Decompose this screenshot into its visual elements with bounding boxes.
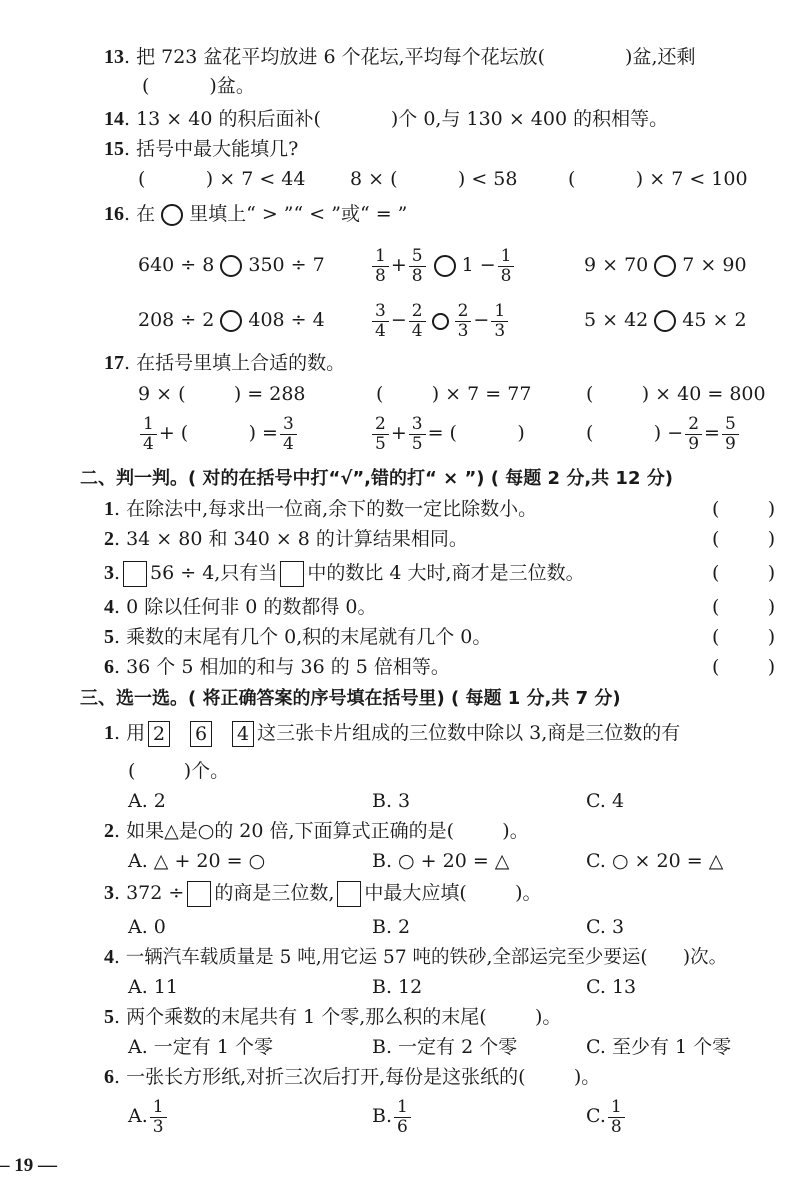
option-b[interactable]: B. ○ + 20 = △ bbox=[372, 850, 510, 872]
s3-q5 bbox=[104, 1004, 561, 1030]
option-b[interactable]: B. 2 bbox=[372, 916, 411, 938]
fraction: $\frac{2}{5}$ bbox=[372, 415, 389, 454]
answer-circle[interactable] bbox=[220, 310, 242, 332]
fraction: $\frac{1}{8}$ bbox=[372, 247, 389, 286]
item-text-2: 56 ÷ 4,只有当 bbox=[150, 562, 278, 584]
item-text: . 372 ÷ bbox=[114, 882, 185, 904]
expr: + ( ) = bbox=[158, 422, 278, 444]
item-text: . 36 个 5 相加的和与 36 的 5 倍相等。 bbox=[114, 656, 450, 678]
equals: = bbox=[704, 422, 720, 444]
question-text-2: )盆,还剩 bbox=[625, 46, 696, 68]
item-number: 2 bbox=[104, 820, 114, 842]
q16-row-1b bbox=[370, 246, 516, 286]
expr: 350 ÷ 7 bbox=[248, 254, 325, 276]
q15-item-1: ( ) × 7 < 44 bbox=[138, 168, 306, 190]
q16-row-1c bbox=[584, 252, 747, 278]
blank-box[interactable] bbox=[187, 881, 211, 907]
s3-q3 bbox=[104, 880, 542, 907]
s2-item-6 bbox=[104, 654, 450, 680]
option-c[interactable] bbox=[586, 1096, 627, 1137]
option-letter: B. bbox=[372, 1105, 393, 1127]
blank-box bbox=[337, 881, 361, 907]
blank-box bbox=[280, 561, 304, 587]
expr: 640 ÷ 8 bbox=[138, 254, 215, 276]
item-text-3: 中最大应填( )。 bbox=[364, 882, 542, 904]
fraction: $\frac{3}{4}$ bbox=[280, 415, 297, 454]
item-number: 2 bbox=[104, 528, 114, 550]
circle-icon bbox=[161, 204, 183, 226]
item-number: 1 bbox=[104, 722, 114, 744]
number-card: 4 bbox=[232, 721, 254, 747]
fraction: $\frac{2}{4}$ bbox=[409, 302, 426, 341]
item-number: 5 bbox=[104, 1006, 114, 1028]
open-paren: ( bbox=[142, 75, 150, 97]
question-17 bbox=[104, 350, 345, 376]
item-text: . 34 × 80 和 340 × 8 的计算结果相同。 bbox=[114, 528, 468, 550]
answer-paren[interactable]: ( ) bbox=[712, 562, 776, 584]
answer-circle[interactable] bbox=[220, 255, 242, 277]
item-number: 5 bbox=[104, 626, 114, 648]
item-number: 3 bbox=[104, 882, 114, 904]
option-c[interactable]: C. 4 bbox=[586, 790, 625, 812]
s2-item-1 bbox=[104, 496, 537, 522]
item-text: . 两个乘数的末尾共有 1 个零,那么积的末尾( )。 bbox=[114, 1006, 562, 1028]
q16-row-1a bbox=[138, 252, 325, 278]
answer-paren[interactable]: ( ) bbox=[712, 498, 776, 520]
number-card: 2 bbox=[148, 721, 170, 747]
question-text: . 在括号里填上合适的数。 bbox=[124, 352, 346, 374]
answer-paren[interactable]: ( ) bbox=[712, 528, 776, 550]
option-a[interactable]: A. 0 bbox=[128, 916, 166, 938]
expr: 7 × 90 bbox=[682, 254, 747, 276]
q16-row-2c bbox=[584, 307, 747, 333]
expr: 208 ÷ 2 bbox=[138, 309, 215, 331]
item-text-3: 中的数比 4 大时,商才是三位数。 bbox=[307, 562, 585, 584]
q17-r2-a bbox=[138, 414, 299, 454]
option-b[interactable]: B. 3 bbox=[372, 790, 411, 812]
question-text: . 在 bbox=[124, 203, 156, 225]
option-c[interactable]: C. 至少有 1 个零 bbox=[586, 1036, 732, 1058]
section-3-title: 三、选一选。( 将正确答案的序号填在括号里) ( 每题 1 分,共 7 分) bbox=[80, 688, 621, 709]
option-b[interactable] bbox=[372, 1096, 413, 1137]
answer-circle[interactable] bbox=[432, 313, 449, 330]
question-text: . 括号中最大能填几? bbox=[124, 138, 299, 160]
fraction: $\frac{1}{4}$ bbox=[140, 415, 157, 454]
fraction: $\frac{5}{9}$ bbox=[722, 415, 739, 454]
s3-q1-cont: ( )个。 bbox=[128, 760, 230, 782]
question-text-2: 里填上“ > ”“ < ”或“ = ” bbox=[189, 203, 408, 225]
s3-q2 bbox=[104, 818, 529, 844]
option-b[interactable]: B. 一定有 2 个零 bbox=[372, 1036, 518, 1058]
s3-q1 bbox=[104, 720, 680, 747]
option-c[interactable]: C. ○ × 20 = △ bbox=[586, 850, 724, 872]
section-2-title: 二、判一判。( 对的在括号中打“√”,错的打“ × ”) ( 每题 2 分,共 12 分) bbox=[80, 468, 673, 489]
item-number: 6 bbox=[104, 656, 114, 678]
item-number: 4 bbox=[104, 596, 114, 618]
blank-box[interactable] bbox=[123, 561, 147, 587]
s2-item-5 bbox=[104, 624, 491, 650]
option-a[interactable] bbox=[128, 1096, 169, 1137]
plus: + bbox=[390, 254, 407, 276]
item-text: . 乘数的末尾有几个 0,积的末尾就有几个 0。 bbox=[114, 626, 492, 648]
q15-item-2: 8 × ( ) < 58 bbox=[350, 168, 518, 190]
q17-r1-c: ( ) × 40 = 800 bbox=[586, 383, 766, 405]
q16-row-2a bbox=[138, 307, 325, 333]
fraction: $\frac{1}{8}$ bbox=[498, 247, 515, 286]
option-letter: C. bbox=[586, 1105, 606, 1127]
answer-circle[interactable] bbox=[654, 255, 676, 277]
option-a[interactable]: A. 11 bbox=[128, 976, 178, 998]
question-14 bbox=[104, 106, 668, 132]
option-letter: A. bbox=[128, 1105, 148, 1127]
plus: + bbox=[390, 422, 407, 444]
item-text: . 0 除以任何非 0 的数都得 0。 bbox=[114, 596, 377, 618]
question-16 bbox=[104, 201, 407, 227]
q17-r2-c bbox=[586, 414, 741, 454]
q17-r1-a: 9 × ( ) = 288 bbox=[138, 383, 306, 405]
question-number: 15 bbox=[104, 138, 124, 160]
question-text: . 把 723 盆花平均放进 6 个花坛,平均每个花坛放( bbox=[124, 46, 546, 68]
question-number: 17 bbox=[104, 352, 124, 374]
fraction: $\frac{2}{3}$ bbox=[455, 302, 472, 341]
expr: 1 − bbox=[461, 254, 496, 276]
q16-row-2b bbox=[370, 301, 510, 341]
fraction: $\frac{1}{6}$ bbox=[394, 1098, 411, 1137]
fraction: $\frac{3}{4}$ bbox=[372, 302, 389, 341]
fraction: $\frac{1}{8}$ bbox=[608, 1098, 625, 1137]
number-card: 6 bbox=[190, 721, 212, 747]
minus: − bbox=[473, 309, 490, 331]
answer-paren[interactable]: ( ) bbox=[712, 626, 776, 648]
question-15 bbox=[104, 136, 298, 162]
option-a[interactable]: A. 2 bbox=[128, 790, 166, 812]
question-text-2: )个 0,与 130 × 400 的积相等。 bbox=[390, 108, 669, 130]
q17-r1-b: ( ) × 7 = 77 bbox=[376, 383, 532, 405]
answer-paren[interactable]: ( ) bbox=[712, 656, 776, 678]
answer-circle[interactable] bbox=[434, 255, 456, 277]
question-text: . 13 × 40 的积后面补( bbox=[124, 108, 321, 130]
question-text-3: )盆。 bbox=[209, 75, 255, 97]
question-number: 13 bbox=[104, 46, 124, 68]
s3-q6 bbox=[104, 1064, 600, 1090]
s2-item-2 bbox=[104, 526, 468, 552]
s3-q4 bbox=[104, 944, 727, 971]
expr: 9 × 70 bbox=[584, 254, 649, 276]
minus: − bbox=[390, 309, 407, 331]
item-text: . 一辆汽车载质量是 5 吨,用它运 57 吨的铁砂,全部运完至少要运( )次。 bbox=[114, 947, 728, 968]
item-text: . 在除法中,每求出一位商,余下的数一定比除数小。 bbox=[114, 498, 538, 520]
q17-r2-b bbox=[370, 414, 525, 454]
question-number: 16 bbox=[104, 203, 124, 225]
s2-item-4 bbox=[104, 594, 377, 620]
expr: 5 × 42 bbox=[584, 309, 649, 331]
item-number: 6 bbox=[104, 1066, 114, 1088]
item-number: 4 bbox=[104, 946, 114, 968]
item-text: . 用 bbox=[114, 722, 146, 744]
option-b[interactable]: B. 12 bbox=[372, 976, 423, 998]
expr: 45 × 2 bbox=[682, 309, 747, 331]
page-number: – 19 — bbox=[0, 1155, 57, 1176]
item-number: 1 bbox=[104, 498, 114, 520]
answer-circle[interactable] bbox=[654, 310, 676, 332]
q15-item-3: ( ) × 7 < 100 bbox=[568, 168, 748, 190]
option-c[interactable]: C. 3 bbox=[586, 916, 625, 938]
answer-paren[interactable]: ( ) bbox=[712, 596, 776, 618]
option-a[interactable]: A. 一定有 1 个零 bbox=[128, 1036, 273, 1058]
item-text: . 如果△是○的 20 倍,下面算式正确的是( )。 bbox=[114, 820, 529, 842]
fraction: $\frac{1}{3}$ bbox=[150, 1098, 167, 1137]
fraction: $\frac{2}{9}$ bbox=[685, 415, 702, 454]
item-text: . bbox=[114, 562, 121, 584]
item-text: . 一张长方形纸,对折三次后打开,每份是这张纸的( )。 bbox=[114, 1066, 601, 1088]
item-text-2: 这三张卡片组成的三位数中除以 3,商是三位数的有 bbox=[257, 722, 681, 744]
expr: ( ) − bbox=[586, 422, 684, 444]
question-number: 14 bbox=[104, 108, 124, 130]
question-13 bbox=[104, 44, 696, 70]
expr: 408 ÷ 4 bbox=[248, 309, 325, 331]
expr: = ( ) bbox=[427, 422, 525, 444]
fraction: $\frac{1}{3}$ bbox=[491, 302, 508, 341]
option-c[interactable]: C. 13 bbox=[586, 976, 637, 998]
item-number: 3 bbox=[104, 562, 114, 584]
fraction: $\frac{5}{8}$ bbox=[409, 247, 426, 286]
fraction: $\frac{3}{5}$ bbox=[409, 415, 426, 454]
option-a[interactable]: A. △ + 20 = ○ bbox=[128, 850, 266, 872]
item-text-2: 的商是三位数, bbox=[214, 882, 335, 904]
s2-item-3 bbox=[104, 560, 585, 587]
question-13-cont bbox=[142, 73, 255, 99]
